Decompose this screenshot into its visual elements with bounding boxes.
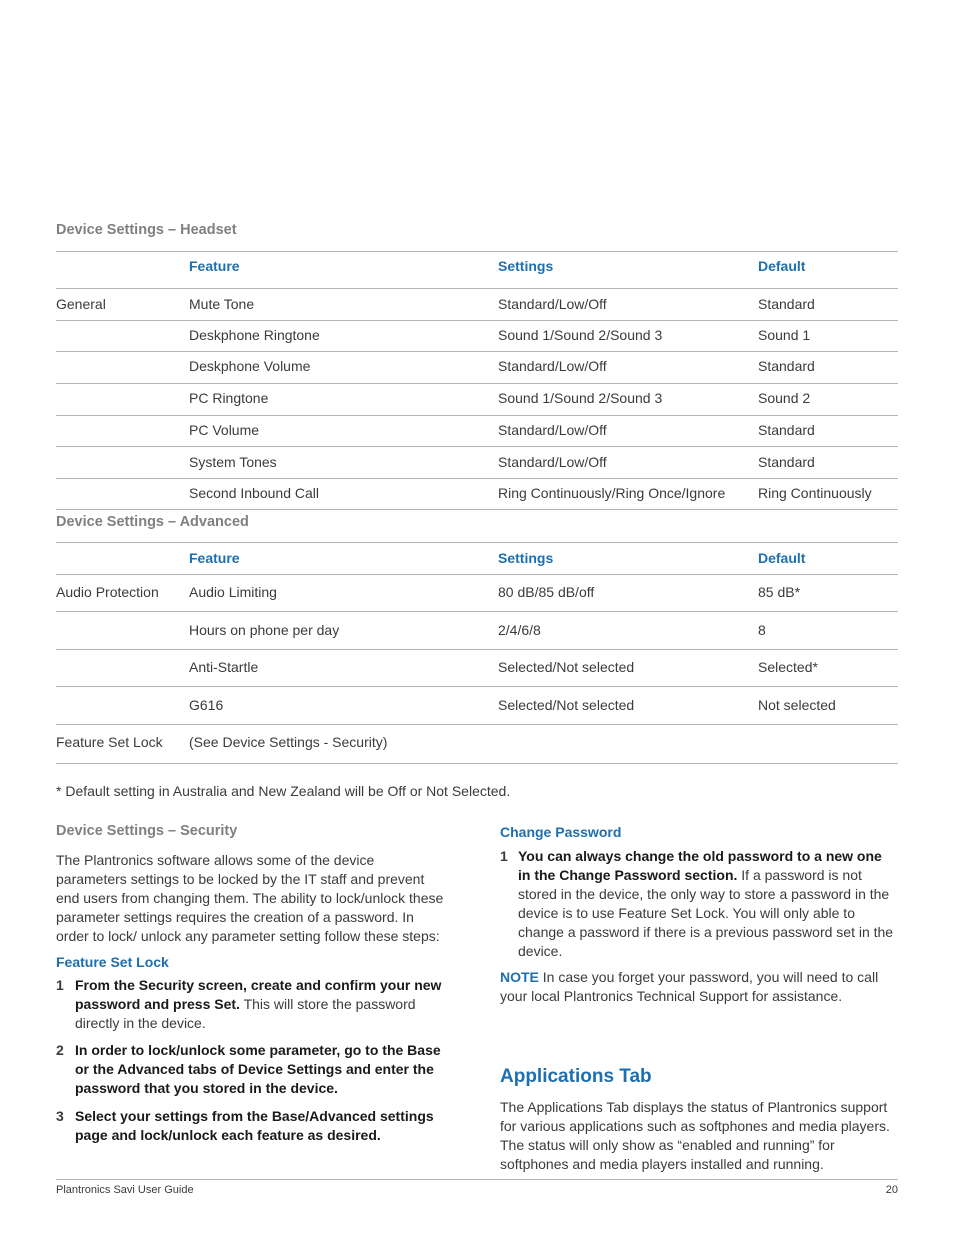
table-rule — [56, 509, 898, 510]
table-cell-default: Standard — [758, 422, 815, 438]
advanced-header-settings: Settings — [498, 550, 554, 566]
step-bold-text: You can always change the old password to a new one in the Change Password section. — [518, 848, 882, 883]
feature-set-lock-step-2 — [56, 1041, 448, 1101]
applications-tab-title: Applications Tab — [500, 1066, 652, 1087]
step-number: 2 — [56, 1042, 64, 1058]
advanced-section-title: Device Settings – Advanced — [56, 514, 249, 530]
table-rule — [56, 542, 898, 543]
table-cell-group: Feature Set Lock — [56, 734, 163, 750]
table-cell-feature: (See Device Settings - Security) — [189, 734, 388, 750]
table-cell-feature: PC Ringtone — [189, 390, 269, 406]
table-cell-default: Sound 2 — [758, 390, 811, 406]
table-cell-default: 8 — [758, 622, 766, 638]
table-cell-default: Standard — [758, 358, 815, 374]
table-cell-settings: Standard/Low/Off — [498, 358, 607, 374]
table-cell-settings: Ring Continuously/Ring Once/Ignore — [498, 485, 726, 501]
table-cell-feature: Second Inbound Call — [189, 485, 319, 501]
table-cell-settings: Standard/Low/Off — [498, 296, 607, 312]
headset-header-default: Default — [758, 258, 806, 274]
table-cell-default: Selected* — [758, 659, 818, 675]
table-cell-group: General — [56, 296, 106, 312]
step-text: This will store the password directly in the device. — [75, 996, 416, 1031]
note-paragraph — [500, 968, 892, 1006]
note-label: NOTE — [500, 969, 539, 985]
table-cell-settings: Sound 1/Sound 2/Sound 3 — [498, 327, 663, 343]
headset-header-settings: Settings — [498, 258, 554, 274]
table-cell-feature: Deskphone Volume — [189, 358, 311, 374]
table-cell-settings: 80 dB/85 dB/off — [498, 584, 595, 600]
step-bold-text: In order to lock/unlock some parameter, go to the Base or the Advanced tabs of Device Settings and enter the password that you stored in the device. — [75, 1042, 441, 1096]
headset-header-feature: Feature — [189, 258, 240, 274]
change-password-step-1 — [500, 847, 898, 959]
advanced-header-feature: Feature — [189, 550, 240, 566]
table-cell-feature: Deskphone Ringtone — [189, 327, 320, 343]
table-rule — [56, 251, 898, 252]
table-cell-feature: PC Volume — [189, 422, 260, 438]
table-rule — [56, 649, 898, 650]
change-password-title: Change Password — [500, 824, 622, 840]
table-cell-feature: Hours on phone per day — [189, 622, 340, 638]
note-text: In case you forget your password, you will need to call your local Plantronics Technical Support for assistance. — [500, 969, 879, 1004]
footer-rule — [56, 1179, 898, 1180]
table-cell-settings: Sound 1/Sound 2/Sound 3 — [498, 390, 663, 406]
step-number: 1 — [500, 848, 508, 864]
table-cell-default: Ring Continuously — [758, 485, 872, 501]
table-rule — [56, 446, 898, 447]
table-rule — [56, 611, 898, 612]
table-cell-default: Not selected — [758, 697, 836, 713]
table-cell-settings: 2/4/6/8 — [498, 622, 541, 638]
feature-set-lock-title: Feature Set Lock — [56, 954, 169, 970]
table-cell-feature: Mute Tone — [189, 296, 255, 312]
feature-set-lock-step-3 — [56, 1107, 448, 1147]
table-cell-default: Sound 1 — [758, 327, 811, 343]
headset-section-title: Device Settings – Headset — [56, 222, 237, 238]
table-cell-feature: Audio Limiting — [189, 584, 277, 600]
table-rule — [56, 724, 898, 725]
table-cell-feature: G616 — [189, 697, 224, 713]
applications-tab-text: The Applications Tab displays the status of Plantronics support for various applications such as softphones and media players. The status will only show as “enabled and running” for softphones and media players installed and running. — [500, 1099, 890, 1172]
step-number: 3 — [56, 1108, 64, 1124]
feature-set-lock-step-1 — [56, 976, 448, 1036]
table-rule — [56, 351, 898, 352]
table-cell-group: Audio Protection — [56, 584, 159, 600]
table-cell-default: Standard — [758, 454, 815, 470]
table-cell-settings: Standard/Low/Off — [498, 454, 607, 470]
security-section-title: Device Settings – Security — [56, 823, 238, 839]
table-cell-settings: Selected/Not selected — [498, 659, 635, 675]
table-rule — [56, 288, 898, 289]
footer-guide-title: Plantronics Savi User Guide — [56, 1184, 194, 1196]
security-intro: The Plantronics software allows some of the device parameters settings to be locked by the IT staff and prevent end users from changing them. The ability to lock/unlock these parameter settings requires the creation of a password. In order to lock/ unlock any parameter setting follow these steps: — [56, 852, 444, 944]
table-cell-default: 85 dB* — [758, 584, 801, 600]
table-cell-settings: Selected/Not selected — [498, 697, 635, 713]
table-rule — [56, 320, 898, 321]
table-cell-default: Standard — [758, 296, 815, 312]
step-bold-text: From the Security screen, create and confirm your new password and press Set. — [75, 977, 442, 1012]
table-cell-feature: System Tones — [189, 454, 277, 470]
table-cell-settings: Standard/Low/Off — [498, 422, 607, 438]
table-rule — [56, 383, 898, 384]
table-rule — [56, 574, 898, 575]
step-bold-text: Select your settings from the Base/Advanced settings page and lock/unlock each feature as desired. — [75, 1108, 434, 1143]
step-number: 1 — [56, 977, 64, 993]
table-rule — [56, 415, 898, 416]
table-rule — [56, 478, 898, 479]
table-rule — [56, 686, 898, 687]
advanced-header-default: Default — [758, 550, 806, 566]
step-text: If a password is not stored in the device, the only way to store a password in the device is to use Feature Set Lock. You will only able to change a password if there is a previous password set in the device. — [518, 867, 894, 959]
table-cell-feature: Anti-Startle — [189, 659, 259, 675]
table-rule — [56, 763, 898, 764]
footnote: * Default setting in Australia and New Zealand will be Off or Not Selected. — [56, 783, 511, 799]
page-number: 20 — [885, 1184, 898, 1196]
